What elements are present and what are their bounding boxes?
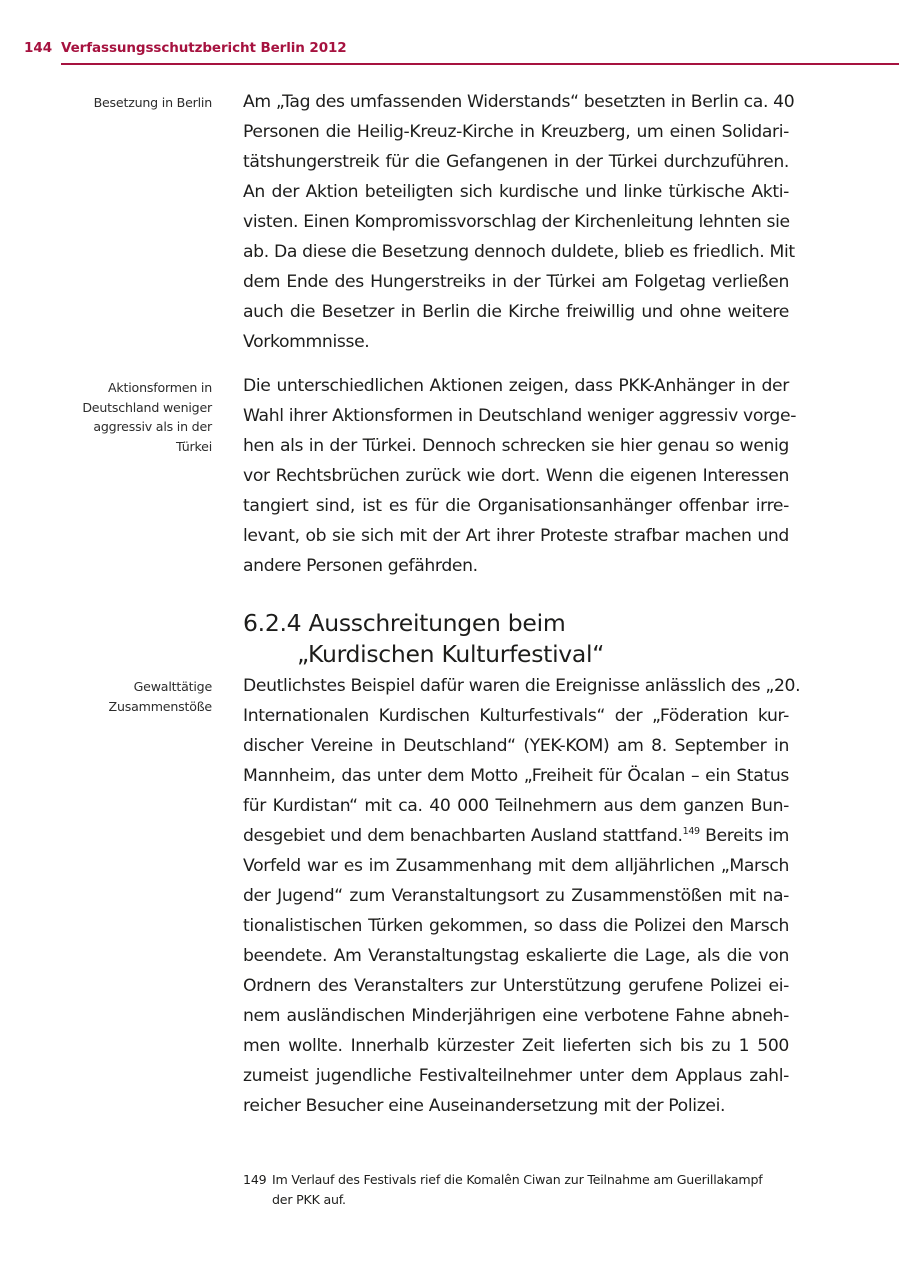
header-divider xyxy=(61,63,899,65)
text-line: levant, ob sie sich mit der Art ihrer Proteste strafbar machen und xyxy=(243,526,789,546)
margin-note-line: Deutschland weniger xyxy=(82,399,212,415)
margin-note-gewalttaetige xyxy=(32,677,212,716)
section-heading xyxy=(243,608,604,670)
text-line: Mannheim, das unter dem Motto „Freiheit für Öcalan – ein Status xyxy=(243,766,789,786)
footnote-line: Im Verlauf des Festivals rief die Komalên Ciwan zur Teilnahme am Guerillakampf xyxy=(272,1172,763,1187)
text-line: men wollte. Innerhalb kürzester Zeit lieferten sich bis zu 1 500 xyxy=(243,1036,789,1056)
text-line: hen als in der Türkei. Dennoch schrecken sie hier genau so wenig xyxy=(243,436,789,456)
text-line: der Jugend“ zum Veranstaltungsort zu Zusammenstößen mit na- xyxy=(243,886,789,906)
footnote-text xyxy=(243,1170,803,1210)
heading-line-2: „Kurdischen Kulturfestival“ xyxy=(297,640,605,668)
footnote-149 xyxy=(243,1170,803,1210)
text-segment: Bereits im xyxy=(699,826,789,846)
text-line: vor Rechtsbrüchen zurück wie dort. Wenn die eigenen Interessen xyxy=(243,466,789,486)
text-line: Ordnern des Veranstalters zur Unterstützung gerufene Polizei ei- xyxy=(243,976,789,996)
text-line: tangiert sind, ist es für die Organisationsanhänger offenbar irre- xyxy=(243,496,789,516)
heading-line-1: 6.2.4 Ausschreitungen beim xyxy=(243,609,566,637)
text-line: Die unterschiedlichen Aktionen zeigen, dass PKK-Anhänger in der xyxy=(243,376,789,396)
text-segment: desgebiet und dem benachbarten Ausland stattfand. xyxy=(243,826,683,846)
text-line: dem Ende des Hungerstreiks in der Türkei am Folgetag verließen xyxy=(243,272,789,292)
paragraph-aktionsformen xyxy=(243,371,797,581)
margin-note-besetzung xyxy=(32,93,212,113)
running-title: Verfassungsschutzbericht Berlin 2012 xyxy=(61,40,347,56)
text-line: für Kurdistan“ mit ca. 40 000 Teilnehmern aus dem ganzen Bun- xyxy=(243,796,789,816)
footnote-reference[interactable]: 149 xyxy=(682,826,700,837)
text-line: Personen die Heilig-Kreuz-Kirche in Kreuzberg, um einen Solidari- xyxy=(243,122,789,142)
margin-note-line: Gewalttätige xyxy=(133,679,212,694)
margin-note-aktionsformen xyxy=(32,378,212,456)
footnote-line: der PKK auf. xyxy=(272,1192,346,1207)
page-header xyxy=(24,40,900,62)
margin-note-line: Besetzung in Berlin xyxy=(93,95,212,110)
text-line: Vorfeld war es im Zusammenhang mit dem alljährlichen „Marsch xyxy=(243,856,789,876)
text-line: Internationalen Kurdischen Kulturfestivals“ der „Föderation kur- xyxy=(243,706,789,726)
text-line: ab. Da diese die Besetzung dennoch duldete, blieb es friedlich. Mit xyxy=(243,242,795,262)
text-line: tionalistischen Türken gekommen, so dass die Polizei den Marsch xyxy=(243,916,789,936)
text-line: zumeist jugendliche Festivalteilnehmer unter dem Applaus zahl- xyxy=(243,1066,789,1086)
text-line: tätshungerstreik für die Gefangenen in der Türkei durchzuführen. xyxy=(243,152,789,172)
text-line: andere Personen gefährden. xyxy=(243,556,478,576)
margin-note-line: Zusammenstöße xyxy=(108,698,212,714)
margin-note-line: Türkei xyxy=(175,438,212,454)
text-line: discher Vereine in Deutschland“ (YEK-KOM) am 8. September in xyxy=(243,736,789,756)
text-line-with-footnote xyxy=(243,821,789,851)
paragraph-besetzung xyxy=(243,87,795,357)
text-line: reicher Besucher eine Auseinandersetzung mit der Polizei. xyxy=(243,1096,726,1116)
text-line: visten. Einen Kompromissvorschlag der Kirchenleitung lehnten sie xyxy=(243,212,790,232)
paragraph-kulturfestival xyxy=(243,671,801,1121)
margin-note-line: Aktionsformen in xyxy=(108,380,212,395)
footnote-number: 149 xyxy=(243,1172,267,1187)
text-line: Deutlichstes Beispiel dafür waren die Ereignisse anlässlich des „20. xyxy=(243,676,801,696)
text-line: beendete. Am Veranstaltungstag eskalierte die Lage, als die von xyxy=(243,946,789,966)
text-line: Vorkommnisse. xyxy=(243,332,370,352)
text-line: Am „Tag des umfassenden Widerstands“ besetzten in Berlin ca. 40 xyxy=(243,92,795,112)
margin-note-line: aggressiv als in der xyxy=(93,419,212,434)
text-line: auch die Besetzer in Berlin die Kirche freiwillig und ohne weitere xyxy=(243,302,789,322)
text-line: An der Aktion beteiligten sich kurdische und linke türkische Akti- xyxy=(243,182,789,202)
page-number: 144 xyxy=(24,40,53,56)
text-line: nem ausländischen Minderjährigen eine verbotene Fahne abneh- xyxy=(243,1006,789,1026)
text-line: Wahl ihrer Aktionsformen in Deutschland weniger aggressiv vorge- xyxy=(243,406,797,426)
